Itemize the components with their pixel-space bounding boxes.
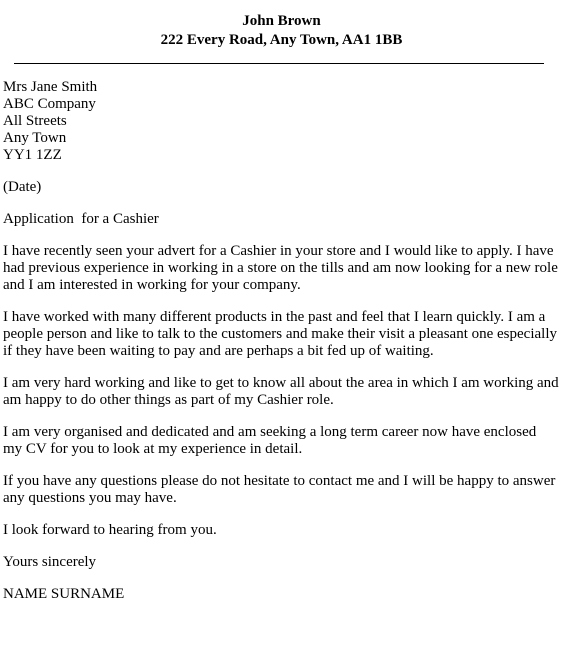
- recipient-company: ABC Company: [3, 96, 96, 112]
- body-paragraph: I have worked with many different products in the past and feel that I learn quickly. I am a people person and like to talk to the customers and make their visit a pleasant one especially if they have been waiting to pay and are perhaps a bit fed up of waiting.: [3, 309, 557, 359]
- recipient-address: [3, 79, 559, 164]
- body-paragraph: I have recently seen your advert for a Cashier in your store and I would like to apply. I have had previous experience in working in a store on the tills and am now looking for a new role and I am interested in working for your company.: [3, 243, 558, 293]
- body-paragraph: I am very hard working and like to get to know all about the area in which I am working and am happy to do other things as part of my Cashier role.: [3, 375, 559, 408]
- body-paragraph: I am very organised and dedicated and am seeking a long term career now have enclosed my CV for you to look at my experience in detail.: [3, 424, 537, 457]
- letter-subject: Application for a Cashier: [3, 211, 159, 227]
- body-paragraph: I look forward to hearing from you.: [3, 522, 217, 538]
- header-divider: [14, 63, 544, 64]
- recipient-street: All Streets: [3, 113, 67, 129]
- letter-body: [3, 79, 559, 603]
- recipient-postcode: YY1 1ZZ: [3, 147, 62, 163]
- letter-date: (Date): [3, 179, 42, 195]
- recipient-name: Mrs Jane Smith: [3, 79, 98, 95]
- sender-address: 222 Every Road, Any Town, AA1 1BB: [160, 32, 403, 48]
- body-paragraph: If you have any questions please do not hesitate to contact me and I will be happy to answer any questions you may have.: [3, 473, 556, 506]
- recipient-town: Any Town: [3, 130, 67, 146]
- signature-name: NAME SURNAME: [3, 586, 125, 602]
- letter-closing: Yours sincerely: [3, 554, 97, 570]
- letter-header: [0, 12, 563, 50]
- sender-name: John Brown: [242, 13, 321, 29]
